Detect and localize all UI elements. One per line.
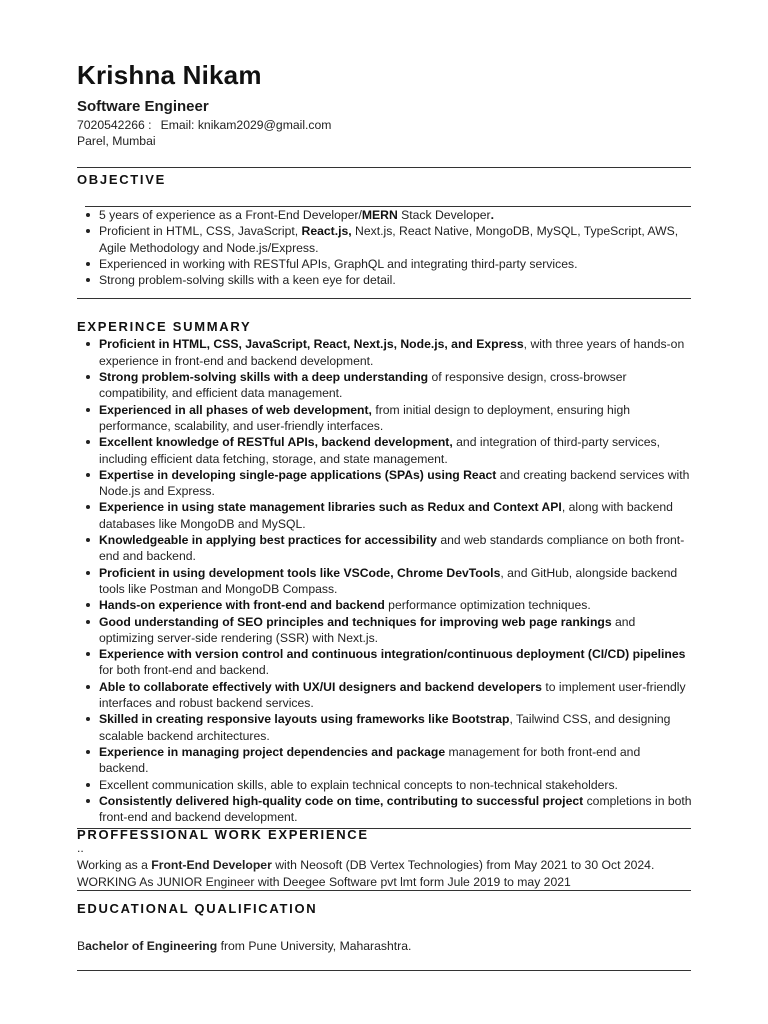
divider [77, 298, 691, 299]
summary-item: Able to collaborate effectively with UX/UI designers and backend developers to implement user-friendly interfaces and robust backend services. [99, 679, 692, 712]
summary-item: Good understanding of SEO principles and techniques for improving web page rankings and optimizing server-side rendering (SSR) with Next.js. [99, 614, 692, 647]
objective-list [77, 207, 692, 288]
work-entry-1 [77, 857, 692, 873]
summary-item: Strong problem-solving skills with a deep understanding of responsive design, cross-browser compatibility, and efficient data management. [99, 369, 692, 402]
divider [77, 970, 691, 971]
objective-item: 5 years of experience as a Front-End Developer/MERN Stack Developer. [99, 207, 692, 223]
summary-item: Excellent knowledge of RESTful APIs, backend development, and integration of third-party services, including efficient data fetching, storage, and state management. [99, 434, 692, 467]
summary-item: Knowledgeable in applying best practices for accessibility and web standards compliance on both front-end and backend. [99, 532, 692, 565]
work-entry-1-prefix: Working as a [77, 858, 152, 873]
summary-item: Expertise in developing single-page applications (SPAs) using React and creating backend services with Node.js and Express. [99, 467, 692, 500]
education-rest: from Pune University, Maharashtra. [217, 938, 412, 953]
summary-item: Experienced in all phases of web development, from initial design to deployment, ensuring high performance, scalability, and user-friendly interfaces. [99, 402, 692, 435]
summary-item: Excellent communication skills, able to explain technical concepts to non-technical stakeholders. [99, 777, 692, 793]
phone-number: 7020542266 : [77, 118, 152, 132]
summary-item: Skilled in creating responsive layouts using frameworks like Bootstrap, Tailwind CSS, and designing scalable backend architectures. [99, 711, 692, 744]
email-label: Email: [160, 118, 195, 132]
summary-item: Experience in using state management libraries such as Redux and Context API, along with backend databases like MongoDB and MySQL. [99, 499, 692, 532]
work-experience-heading: PROFFESSIONAL WORK EXPERIENCE [77, 827, 369, 843]
objective-heading: OBJECTIVE [77, 172, 166, 187]
summary-item: Consistently delivered high-quality code on time, contributing to successful project completions in both front-end and backend development. [99, 793, 692, 825]
work-entry-2: WORKING As JUNIOR Engineer with Deegee Software pvt lmt form Jule 2019 to may 2021 [77, 874, 571, 889]
objective-item: Experienced in working with RESTful APIs, GraphQL and integrating third-party services. [99, 256, 692, 272]
summary-item: Experience in managing project dependencies and package management for both front-end and backend. [99, 744, 692, 777]
contact-line [77, 117, 692, 133]
objective-item: Proficient in HTML, CSS, JavaScript, React.js, Next.js, React Native, MongoDB, MySQL, TypeScript, AWS, Agile Methodology and Node.js/Express. [99, 223, 692, 256]
job-title: Software Engineer [77, 98, 209, 115]
education-degree: achelor of Engineering [85, 938, 218, 953]
candidate-name: Krishna Nikam [77, 60, 262, 90]
email-address: knikam2029@gmail.com [197, 118, 332, 132]
education-heading: EDUCATIONAL QUALIFICATION [77, 900, 318, 916]
objective-item: Strong problem-solving skills with a keen eye for detail. [99, 272, 692, 288]
summary-item: Proficient in using development tools like VSCode, Chrome DevTools, and GitHub, alongside backend tools like Postman and MongoDB Compass. [99, 565, 692, 598]
education-entry [77, 938, 692, 954]
work-entry-1-role: Front-End Developer [151, 858, 272, 873]
summary-item: Experience with version control and continuous integration/continuous deployment (CI/CD) pipelines for both front-end and backend. [99, 646, 692, 679]
summary-item: Proficient in HTML, CSS, JavaScript, React, Next.js, Node.js, and Express, with three years of hands-on experience in front-end and backend development. [99, 336, 692, 369]
work-dots: .. [77, 841, 84, 856]
education-lead: B [77, 938, 86, 953]
divider [77, 890, 691, 891]
summary-item: Hands-on experience with front-end and backend performance optimization techniques. [99, 597, 692, 613]
work-entry-1-suffix: with Neosoft (DB Vertex Technologies) from May 2021 to 30 Oct 2024. [271, 858, 655, 873]
divider [77, 167, 691, 168]
location: Parel, Mumbai [77, 134, 156, 148]
experience-summary-list [77, 336, 692, 825]
experience-summary-heading: EXPERINCE SUMMARY [77, 319, 252, 335]
